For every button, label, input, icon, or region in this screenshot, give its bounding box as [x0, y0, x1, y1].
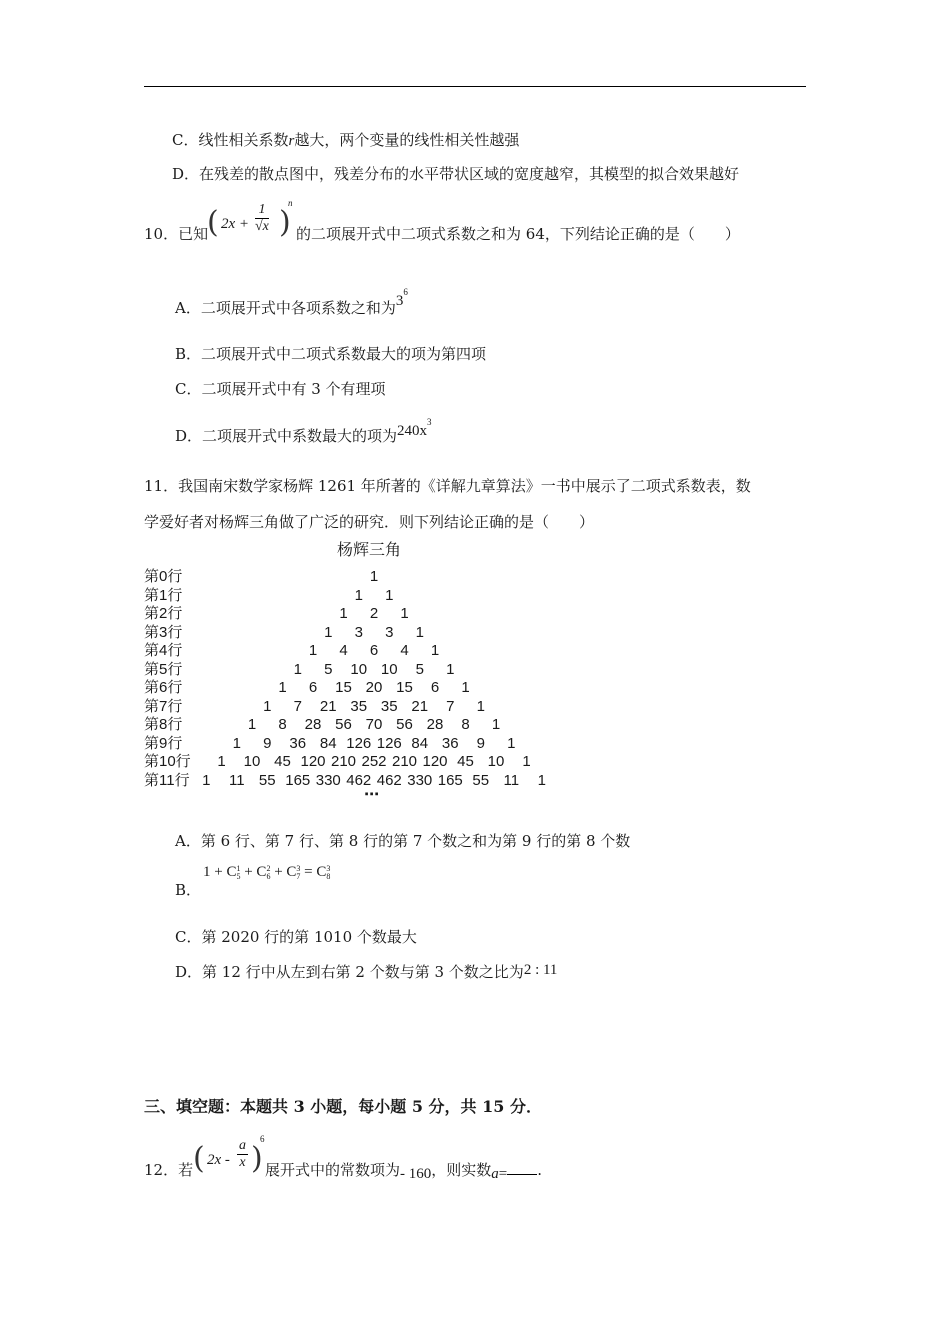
triangle-number: 1 [400, 605, 409, 622]
triangle-number: 7 [293, 697, 302, 715]
triangle-number: 1 [308, 642, 318, 659]
q12-answer-blank[interactable] [507, 1160, 537, 1175]
header-rule [144, 86, 806, 87]
triangle-number: 10 [487, 753, 505, 770]
triangle-number: 126 [346, 734, 372, 752]
q10-option-a: A．二项展开式中各项系数之和为$3^6$ [175, 287, 408, 317]
triangle-title: 杨辉三角 [337, 542, 402, 559]
triangle-number: 6 [430, 679, 440, 696]
triangle-number: 1 [324, 623, 333, 641]
triangle-row [144, 587, 604, 605]
triangle-number: 10 [243, 753, 261, 770]
triangle-number: 120 [422, 753, 448, 770]
triangle-row-label: 第10行 [144, 753, 191, 770]
triangle-row [144, 679, 604, 697]
q11-line2: 学爱好者对杨辉三角做了广泛的研究．则下列结论正确的是（ ） [144, 513, 595, 531]
q10-suffix: 的二项展开式中二项式系数之和为 64，下列结论正确的是（ ） [296, 225, 740, 243]
q10-option-d: D．二项展开式中系数最大的项为$240x^3$ [175, 417, 432, 445]
triangle-number: 56 [335, 716, 352, 733]
triangle-number: 11 [228, 771, 245, 789]
triangle-number: 165 [437, 771, 463, 789]
triangle-row [144, 642, 604, 660]
triangle-number: 55 [472, 771, 490, 789]
triangle-number: 35 [350, 697, 368, 715]
triangle-row-label: 第4行 [144, 642, 183, 659]
triangle-number: 1 [461, 679, 470, 696]
q12-body: 展开式中的常数项为- 160，则实数a= . [265, 1161, 543, 1182]
triangle-number: 15 [396, 679, 413, 696]
triangle-number: 1 [354, 586, 363, 604]
triangle-row [144, 716, 604, 734]
triangle-number: 1 [522, 753, 531, 770]
triangle-number: 21 [319, 697, 337, 715]
q12-fraction: $\frac{a}{x}$ [239, 1138, 246, 1170]
section-3-heading: 三、填空题：本题共 3 小题，每小题 5 分，共 15 分． [144, 1097, 542, 1116]
triangle-number: 35 [380, 697, 398, 715]
triangle-number: 1 [217, 753, 226, 770]
triangle-number: 8 [461, 716, 470, 733]
triangle-number: 4 [339, 642, 348, 659]
triangle-number: 1 [202, 771, 211, 789]
triangle-number: 9 [476, 734, 485, 752]
triangle-number: 1 [537, 771, 546, 789]
triangle-number: 1 [446, 660, 455, 678]
triangle-number: 45 [457, 753, 474, 770]
triangle-number: 165 [285, 771, 311, 789]
q11-option-b-formula: 1 + C 1 5 + C 2 6 + C 3 7 = C 3 8 [203, 863, 331, 881]
triangle-row-label: 第7行 [144, 697, 183, 715]
triangle-row [144, 605, 604, 623]
triangle-row [144, 735, 604, 753]
triangle-number: 126 [376, 734, 402, 752]
triangle-ellipsis: ⋯ [364, 786, 379, 803]
triangle-row-label: 第1行 [144, 586, 183, 604]
triangle-number: 36 [289, 734, 307, 752]
triangle-number: 1 [263, 697, 272, 715]
triangle-number: 70 [365, 716, 383, 733]
triangle-number: 1 [430, 642, 440, 659]
q9-option-c: C．线性相关系数r越大，两个变量的线性相关性越强 [172, 131, 520, 149]
triangle-number: 1 [491, 716, 501, 733]
triangle-row-label: 第0行 [144, 568, 183, 585]
triangle-number: 462 [346, 771, 372, 789]
triangle-row-label: 第8行 [144, 716, 183, 733]
triangle-row-label: 第11行 [144, 771, 190, 789]
triangle-row [144, 661, 604, 679]
triangle-number: 330 [315, 771, 341, 789]
triangle-number: 15 [335, 679, 352, 696]
triangle-number: 1 [247, 716, 257, 733]
q10-fraction: $\frac{1}{√x}$ [255, 202, 269, 234]
q11-option-c: C．第 2020 行的第 1010 个数最大 [175, 928, 417, 946]
triangle-number: 4 [400, 642, 409, 659]
q10-prefix: 10．已知 [144, 225, 209, 243]
triangle-number: 5 [324, 660, 333, 678]
triangle-number: 1 [339, 605, 348, 622]
triangle-row-label: 第9行 [144, 734, 183, 752]
triangle-row-label: 第5行 [144, 660, 183, 678]
triangle-number: 3 [354, 623, 363, 641]
triangle-number: 120 [300, 753, 326, 770]
triangle-number: 210 [391, 753, 418, 770]
q12-prefix: 12．若 [144, 1161, 194, 1179]
triangle-number: 56 [396, 716, 413, 733]
triangle-row-label: 第6行 [144, 679, 183, 696]
triangle-number: 8 [278, 716, 287, 733]
triangle-number: 6 [308, 679, 318, 696]
triangle-number: 252 [361, 753, 387, 770]
triangle-number: 55 [258, 771, 276, 789]
triangle-number: 3 [385, 623, 394, 641]
q11-line1: 11．我国南宋数学家杨辉 1261 年所著的《详解九章算法》一书中展示了二项式系数表，数 [144, 477, 751, 495]
q11-option-a: A．第 6 行、第 7 行、第 8 行的第 7 个数之和为第 9 行的第 8 个数 [175, 832, 631, 850]
triangle-row-label: 第3行 [144, 623, 183, 641]
triangle-row [144, 753, 604, 771]
triangle-number: 45 [274, 753, 291, 770]
triangle-row [144, 624, 604, 642]
triangle-number: 1 [476, 697, 485, 715]
triangle-number: 84 [411, 734, 429, 752]
triangle-number: 9 [263, 734, 272, 752]
triangle-row-label: 第2行 [144, 605, 183, 622]
triangle-number: 21 [411, 697, 429, 715]
triangle-number: 462 [376, 771, 402, 789]
q9-option-d: D．在残差的散点图中，残差分布的水平带状区域的宽度越窄，其模型的拟合效果越好 [172, 165, 740, 183]
triangle-number: 210 [330, 753, 357, 770]
triangle-number: 10 [350, 660, 368, 678]
triangle-number: 1 [369, 568, 379, 585]
q10-option-b: B．二项展开式中二项式系数最大的项为第四项 [175, 345, 487, 363]
q11-option-d: D．第 12 行中从左到右第 2 个数与第 3 个数之比为2 : 11 [175, 962, 558, 981]
triangle-number: 5 [415, 660, 424, 678]
triangle-row [144, 568, 604, 586]
triangle-number: 330 [407, 771, 433, 789]
triangle-number: 10 [380, 660, 398, 678]
triangle-number: 1 [293, 660, 302, 678]
triangle-number: 1 [415, 623, 424, 641]
triangle-number: 6 [369, 642, 379, 659]
triangle-number: 28 [304, 716, 322, 733]
triangle-number: 28 [426, 716, 444, 733]
triangle-number: 1 [278, 679, 287, 696]
triangle-number: 20 [365, 679, 383, 696]
triangle-row [144, 698, 604, 716]
triangle-number: 84 [319, 734, 337, 752]
triangle-number: 2 [369, 605, 379, 622]
q11-option-b-label: B． [175, 881, 202, 899]
triangle-number: 11 [503, 771, 520, 789]
triangle-number: 1 [232, 734, 241, 752]
triangle-number: 7 [446, 697, 455, 715]
triangle-number: 36 [441, 734, 459, 752]
q10-option-c: C．二项展开式中有 3 个有理项 [175, 380, 386, 398]
triangle-number: 1 [385, 586, 394, 604]
triangle-number: 1 [507, 734, 516, 752]
